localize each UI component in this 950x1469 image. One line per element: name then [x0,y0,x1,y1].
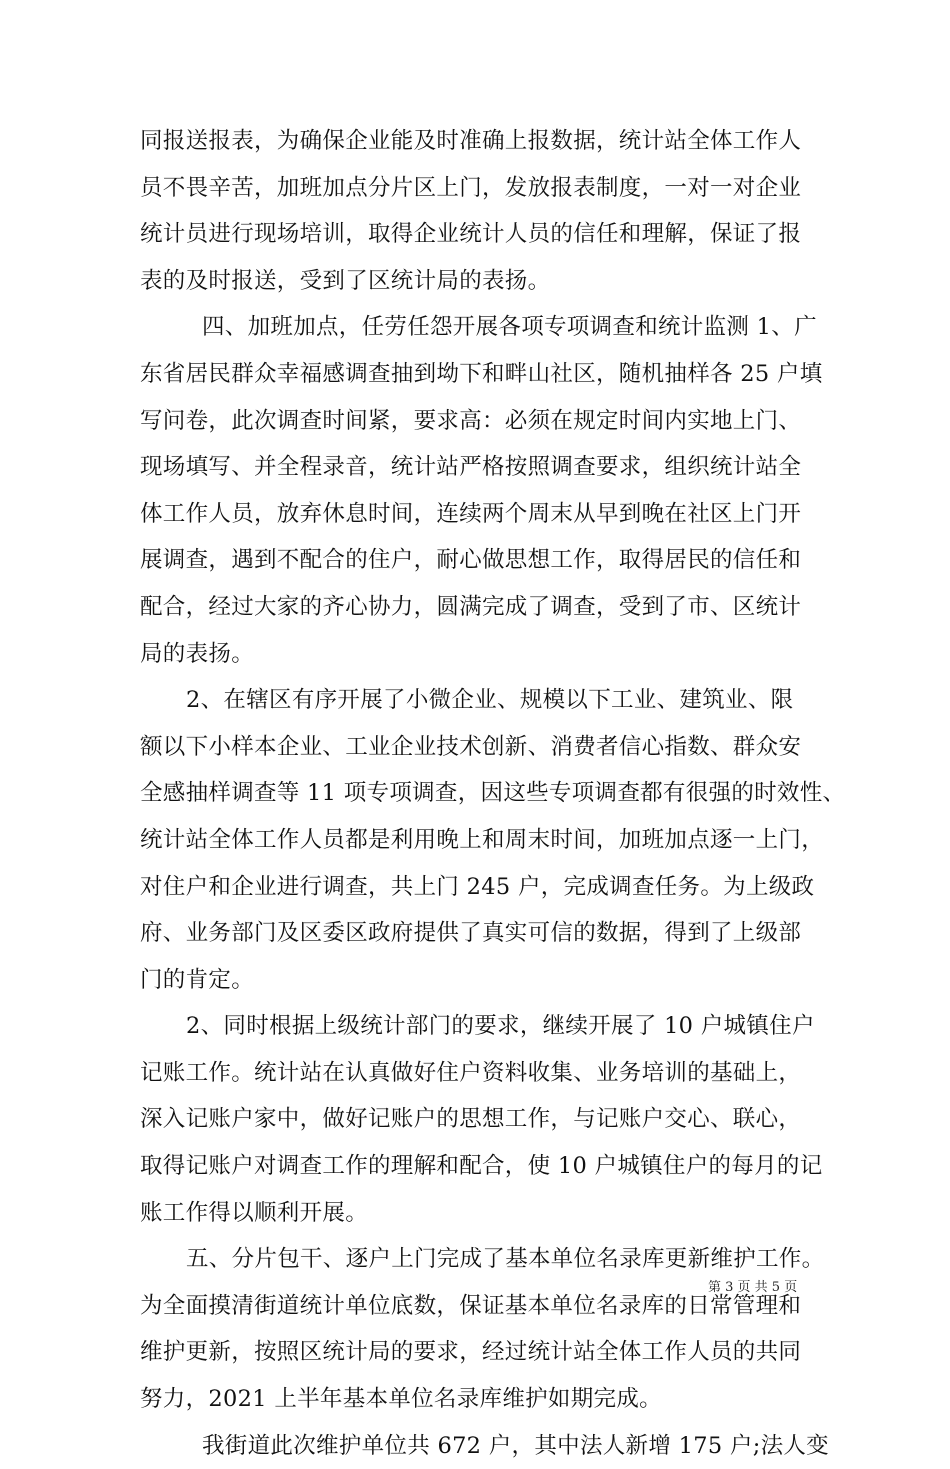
text-line: 门的肯定。 [140,966,255,993]
document-body [140,118,846,1469]
text-line: 员不畏辛苦，加班加点分片区上门，发放报表制度，一对一对企业 [140,174,802,201]
text-line: 2、在辖区有序开展了小微企业、规模以下工业、建筑业、限 [186,687,794,714]
text-line: 展调查，遇到不配合的住户，耐心做思想工作，取得居民的信任和 [140,547,802,574]
text-line: 统计站全体工作人员都是利用晚上和周末时间，加班加点逐一上门， [140,826,825,853]
text-line: 维护更新，按照区统计局的要求，经过统计站全体工作人员的共同 [140,1339,802,1366]
text-line: 为全面摸清街道统计单位底数，保证基本单位名录库的日常管理和 [140,1292,802,1319]
text-line: 五、分片包干、逐户上门完成了基本单位名录库更新维护工作。 [186,1246,825,1273]
text-line: 统计员进行现场培训，取得企业统计人员的信任和理解，保证了报 [140,221,802,248]
text-line: 记账工作。统计站在认真做好住户资料收集、业务培训的基础上， [140,1059,802,1086]
text-line: 额以下小样本企业、工业企业技术创新、消费者信心指数、群众安 [140,733,802,760]
text-line: 对住户和企业进行调查，共上门 245 户，完成调查任务。为上级政 [140,873,815,900]
text-line: 深入记账户家中，做好记账户的思想工作，与记账户交心、联心， [140,1106,802,1133]
text-line: 全感抽样调查等 11 项专项调查，因这些专项调查都有很强的时效性、 [140,780,846,807]
text-line: 我街道此次维护单位共 672 户，其中法人新增 175 户;法人变 [202,1432,829,1459]
text-line: 体工作人员，放弃休息时间，连续两个周末从早到晚在社区上门开 [140,500,802,527]
text-line: 四、加班加点，任劳任怨开展各项专项调查和统计监测 1、广 [202,314,817,341]
text-line: 府、业务部门及区委区政府提供了真实可信的数据，得到了上级部 [140,920,802,947]
text-line: 同报送报表，为确保企业能及时准确上报数据，统计站全体工作人 [140,128,802,154]
text-line: 账工作得以顺利开展。 [140,1199,369,1226]
text-line: 配合，经过大家的齐心协力，圆满完成了调查，受到了市、区统计 [140,593,802,620]
text-line: 现场填写、并全程录音，统计站严格按照调查要求，组织统计站全 [140,454,802,481]
text-line: 2、同时根据上级统计部门的要求，继续开展了 10 户城镇住户 [186,1013,815,1040]
text-line: 写问卷，此次调查时间紧，要求高：必须在规定时间内实地上门、 [140,407,802,434]
page-number: 第 3 页 共 5 页 [708,1280,798,1295]
text-line: 表的及时报送，受到了区统计局的表扬。 [140,267,551,294]
text-line: 局的表扬。 [140,640,255,667]
text-line: 东省居民群众幸福感调查抽到坳下和畔山社区，随机抽样各 25 户填 [140,360,823,387]
text-line: 取得记账户对调查工作的理解和配合，使 10 户城镇住户的每月的记 [140,1153,823,1180]
text-line: 努力，2021 上半年基本单位名录库维护如期完成。 [140,1386,662,1413]
